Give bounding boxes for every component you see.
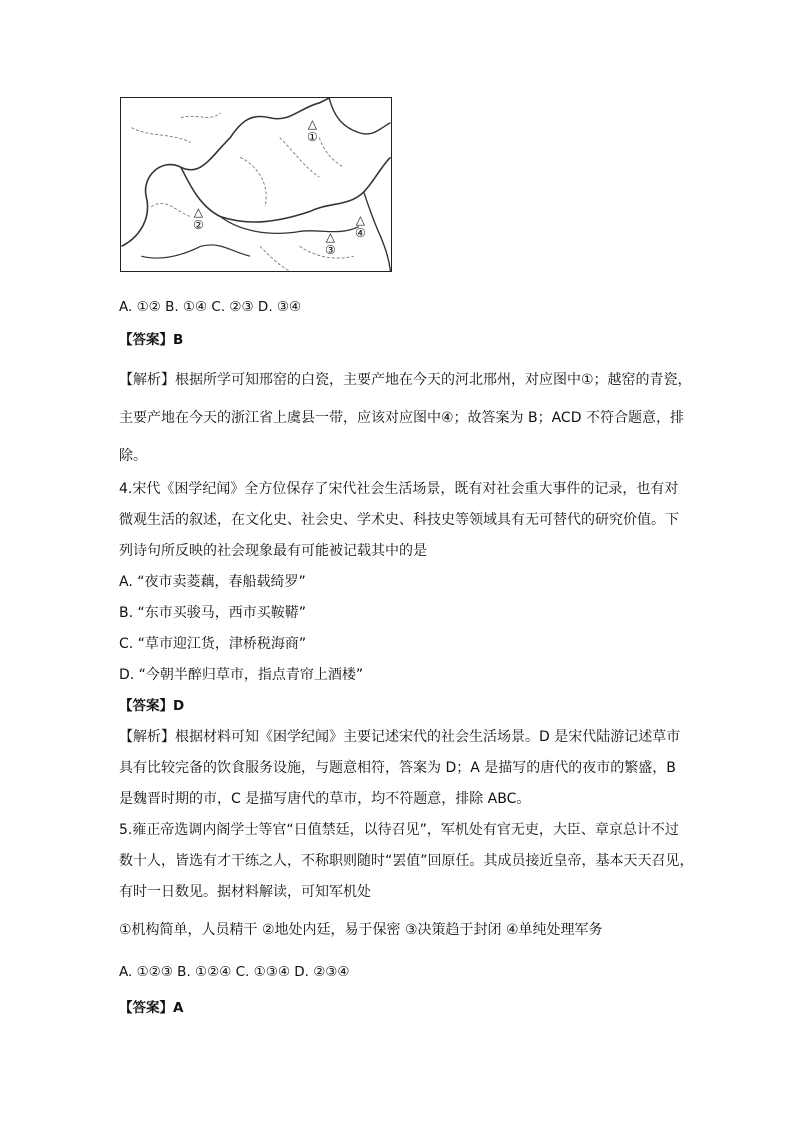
- q3-options: A. ①② B. ①④ C. ②③ D. ③④: [119, 299, 302, 315]
- q3-answer: 【答案】B: [119, 332, 184, 348]
- q4-analysis-line-1: 【解析】根据材料可知《困学纪闻》主要记述宋代的社会生活场景。D 是宋代陆游记述草市: [119, 729, 681, 745]
- q5-stem-line-1: 5.雍正帝选调内阁学士等官“日值禁廷，以待召见”，军机处有官无吏，大臣、章京总计不过: [119, 822, 679, 838]
- historical-map: [120, 97, 392, 272]
- q4-option-c: C. “草市迎江货，津桥税海商”: [119, 636, 307, 652]
- q4-analysis-line-3: 是魏晋时期的市，C 是描写唐代的草市，均不符题意，排除 ABC。: [119, 791, 531, 807]
- q3-analysis-line-3: 除。: [119, 448, 147, 464]
- q4-stem-line-1: 4.宋代《困学纪闻》全方位保存了宋代社会生活场景，既有对社会重大事件的记录，也有对: [119, 481, 679, 497]
- q4-stem-line-3: 列诗句所反映的社会现象最有可能被记载其中的是: [119, 543, 427, 559]
- q4-stem-line-2: 微观生活的叙述，在文化史、社会史、学术史、科技史等领域具有无可替代的研究价值。下: [119, 512, 679, 528]
- marker-4: △ ④: [355, 213, 366, 240]
- q4-option-d: D. “今朝半醉归草市，指点青帘上酒楼”: [119, 667, 364, 683]
- marker-3: △ ③: [325, 230, 336, 257]
- q5-options: A. ①②③ B. ①②④ C. ①③④ D. ②③④: [119, 964, 350, 980]
- q4-option-a: A. “夜市卖菱藕，春船载绮罗”: [119, 574, 306, 590]
- q4-analysis-line-2: 具有比较完备的饮食服务设施，与题意相符，答案为 D；A 是描写的唐代的夜市的繁盛，B: [119, 760, 676, 776]
- map-outline: [121, 98, 391, 271]
- q4-answer: 【答案】D: [119, 698, 185, 714]
- marker-2: △ ②: [193, 205, 204, 232]
- q5-stem-line-3: 有时一日数见。据材料解读，可知军机处: [119, 884, 371, 900]
- q3-analysis-line-2: 主要产地在今天的浙江省上虞县一带，应该对应图中④；故答案为 B；ACD 不符合题意，排: [119, 410, 684, 426]
- q4-option-b: B. “东市买骏马，西市买鞍鞯”: [119, 605, 307, 621]
- q5-items: ①机构简单，人员精干 ②地处内廷，易于保密 ③决策趋于封闭 ④单纯处理军务: [119, 922, 603, 938]
- marker-1: △ ①: [307, 117, 318, 144]
- q5-answer: 【答案】A: [119, 1000, 184, 1016]
- q3-analysis-line-1: 【解析】根据所学可知邢窑的白瓷，主要产地在今天的河北邢州，对应图中①；越窑的青瓷，: [119, 372, 692, 388]
- q5-stem-line-2: 数十人，皆选有才干练之人，不称职则随时“罢值”回原任。其成员接近皇帝，基本天天召见，: [119, 853, 694, 869]
